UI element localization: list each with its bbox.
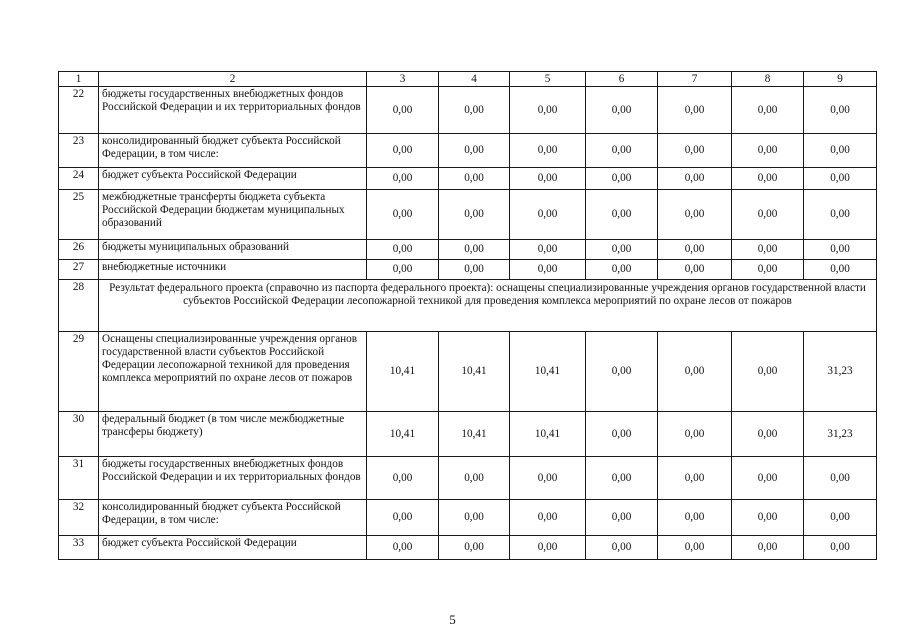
value-cell: 10,41: [510, 332, 586, 412]
budget-table-container: [58, 71, 876, 560]
page-number: 5: [449, 612, 456, 627]
table-row: [59, 87, 877, 134]
header-cell: 5: [510, 72, 586, 87]
value-cell: 0,00: [367, 240, 439, 260]
value-cell: 0,00: [439, 87, 510, 134]
value-cell: 0,00: [586, 536, 658, 560]
row-description: внебюджетные источники: [99, 260, 367, 280]
value-cell: 10,41: [367, 412, 439, 457]
row-number: 32: [59, 500, 99, 536]
result-description: Результат федерального проекта (справочно из паспорта федерального проекта): оснащены специализированные учреждения органов государственной власти субъектов Российской Федерации лесопожарной техникой для проведения комплекса мероприятий по охране лесов от пожаров: [99, 280, 877, 332]
value-cell: 0,00: [586, 332, 658, 412]
value-cell: 0,00: [732, 412, 804, 457]
value-cell: 0,00: [586, 457, 658, 500]
value-cell: 0,00: [439, 240, 510, 260]
value-cell: 0,00: [367, 168, 439, 190]
value-cell: 0,00: [586, 240, 658, 260]
value-cell: 0,00: [658, 332, 732, 412]
value-cell: 0,00: [804, 536, 877, 560]
value-cell: 0,00: [586, 134, 658, 168]
table-row: [59, 260, 877, 280]
row-description: консолидированный бюджет субъекта Российской Федерации, в том числе:: [99, 500, 367, 536]
table-header-row: [59, 72, 877, 87]
row-number: 28: [59, 280, 99, 332]
value-cell: 0,00: [439, 168, 510, 190]
value-cell: 0,00: [658, 260, 732, 280]
row-description: межбюджетные трансферты бюджета субъекта Российской Федерации бюджетам муниципальных образований: [99, 190, 367, 240]
header-cell: 7: [658, 72, 732, 87]
table-row: [59, 190, 877, 240]
value-cell: 10,41: [367, 332, 439, 412]
header-cell: 9: [804, 72, 877, 87]
row-number: 26: [59, 240, 99, 260]
row-description: бюджеты государственных внебюджетных фондов Российской Федерации и их территориальных фондов: [99, 457, 367, 500]
value-cell: 0,00: [367, 536, 439, 560]
value-cell: 0,00: [510, 500, 586, 536]
header-cell: 6: [586, 72, 658, 87]
value-cell: 0,00: [804, 500, 877, 536]
value-cell: 0,00: [804, 87, 877, 134]
table-row: [59, 280, 877, 332]
value-cell: 0,00: [510, 457, 586, 500]
row-number: 23: [59, 134, 99, 168]
row-description: федеральный бюджет (в том числе межбюджетные трансферы бюджету): [99, 412, 367, 457]
value-cell: 0,00: [510, 536, 586, 560]
table-row: [59, 134, 877, 168]
value-cell: 0,00: [439, 260, 510, 280]
header-cell: 8: [732, 72, 804, 87]
row-number: 25: [59, 190, 99, 240]
value-cell: 10,41: [510, 412, 586, 457]
value-cell: 0,00: [658, 190, 732, 240]
table-row: [59, 332, 877, 412]
row-number: 22: [59, 87, 99, 134]
value-cell: 0,00: [658, 536, 732, 560]
row-number: 31: [59, 457, 99, 500]
header-cell: 4: [439, 72, 510, 87]
row-number: 33: [59, 536, 99, 560]
value-cell: 0,00: [804, 260, 877, 280]
header-cell: 2: [99, 72, 367, 87]
row-number: 27: [59, 260, 99, 280]
value-cell: 10,41: [439, 332, 510, 412]
value-cell: 0,00: [510, 190, 586, 240]
value-cell: 0,00: [804, 240, 877, 260]
header-cell: 3: [367, 72, 439, 87]
value-cell: 0,00: [367, 134, 439, 168]
value-cell: 0,00: [658, 457, 732, 500]
value-cell: 0,00: [586, 87, 658, 134]
value-cell: 0,00: [732, 536, 804, 560]
value-cell: 0,00: [586, 260, 658, 280]
value-cell: 0,00: [732, 260, 804, 280]
row-description: бюджет субъекта Российской Федерации: [99, 536, 367, 560]
value-cell: 31,23: [804, 332, 877, 412]
value-cell: 0,00: [658, 134, 732, 168]
value-cell: 0,00: [439, 190, 510, 240]
value-cell: 0,00: [732, 168, 804, 190]
value-cell: 0,00: [439, 536, 510, 560]
value-cell: 0,00: [367, 190, 439, 240]
budget-table: [58, 71, 877, 560]
value-cell: 0,00: [367, 500, 439, 536]
row-description: консолидированный бюджет субъекта Российской Федерации, в том числе:: [99, 134, 367, 168]
value-cell: 0,00: [586, 168, 658, 190]
row-number: 29: [59, 332, 99, 412]
value-cell: 0,00: [732, 240, 804, 260]
value-cell: 0,00: [732, 87, 804, 134]
row-description: бюджет субъекта Российской Федерации: [99, 168, 367, 190]
value-cell: 0,00: [732, 332, 804, 412]
value-cell: 0,00: [804, 134, 877, 168]
row-number: 30: [59, 412, 99, 457]
value-cell: 0,00: [367, 87, 439, 134]
value-cell: 0,00: [732, 500, 804, 536]
value-cell: 0,00: [439, 457, 510, 500]
value-cell: 0,00: [510, 87, 586, 134]
value-cell: 0,00: [510, 134, 586, 168]
row-description: Оснащены специализированные учреждения органов государственной власти субъектов Российской Федерации лесопожарной техникой для проведения комплекса мероприятий по охране лесов от пожаров: [99, 332, 367, 412]
value-cell: 0,00: [658, 87, 732, 134]
table-row: [59, 168, 877, 190]
value-cell: 0,00: [658, 500, 732, 536]
value-cell: 0,00: [510, 240, 586, 260]
value-cell: 0,00: [586, 190, 658, 240]
value-cell: 0,00: [732, 134, 804, 168]
value-cell: 0,00: [586, 412, 658, 457]
value-cell: 0,00: [804, 168, 877, 190]
value-cell: 0,00: [439, 500, 510, 536]
value-cell: 0,00: [367, 457, 439, 500]
table-row: [59, 412, 877, 457]
row-description: бюджеты государственных внебюджетных фондов Российской Федерации и их территориальных фондов: [99, 87, 367, 134]
value-cell: 0,00: [586, 500, 658, 536]
value-cell: 10,41: [439, 412, 510, 457]
value-cell: 0,00: [658, 168, 732, 190]
value-cell: 0,00: [439, 134, 510, 168]
value-cell: 0,00: [732, 190, 804, 240]
value-cell: 0,00: [804, 190, 877, 240]
value-cell: 0,00: [732, 457, 804, 500]
value-cell: 0,00: [804, 457, 877, 500]
value-cell: 0,00: [367, 260, 439, 280]
value-cell: 0,00: [510, 168, 586, 190]
row-description: бюджеты муниципальных образований: [99, 240, 367, 260]
row-number: 24: [59, 168, 99, 190]
value-cell: 0,00: [658, 240, 732, 260]
table-row: [59, 240, 877, 260]
table-row: [59, 457, 877, 500]
header-cell: 1: [59, 72, 99, 87]
value-cell: 31,23: [804, 412, 877, 457]
table-row: [59, 500, 877, 536]
value-cell: 0,00: [658, 412, 732, 457]
table-row: [59, 536, 877, 560]
value-cell: 0,00: [510, 260, 586, 280]
